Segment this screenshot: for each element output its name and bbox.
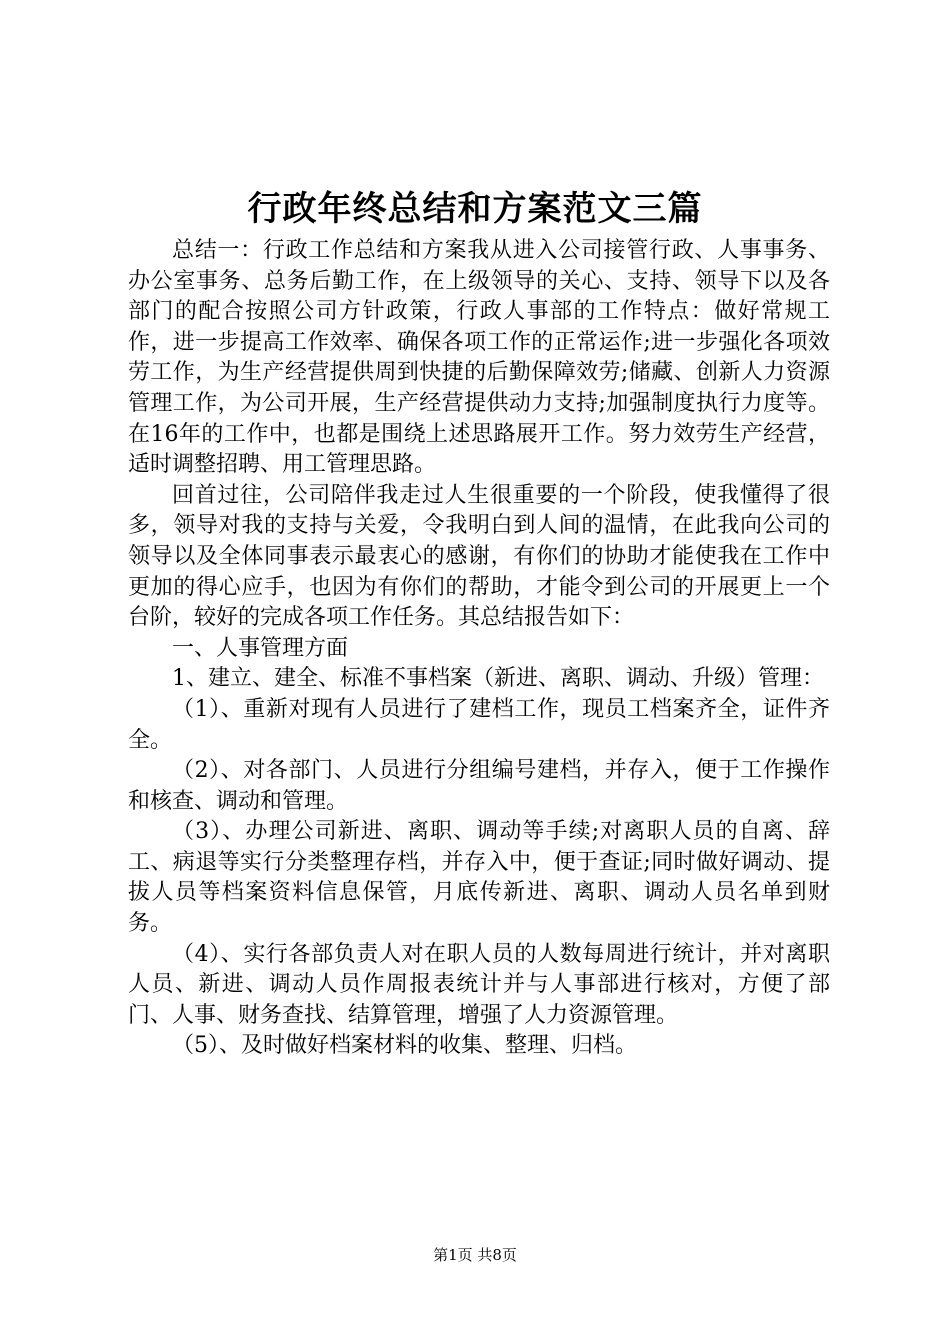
paragraph-subitem-5: （5）、及时做好档案材料的收集、整理、归档。 [172,1033,637,1059]
paragraph-subitem-1: （1）、重新对现有人员进行了建档工作，现员工档案齐全，证件齐全。 [128,696,830,753]
page-number-footer: 第1页 共8页 [433,1246,517,1264]
document-body [128,236,830,1062]
paragraph-review: 回首过往，公司陪伴我走过人生很重要的一个阶段，使我懂得了很多，领导对我的支持与关爱，令我明白到人间的温情，在此我向公司的领导以及全体同事表示最衷心的感谢，有你们的协助才能使我在工作中更加的得心应手，也因为有你们的帮助，才能令到公司的开展更上一个台阶，较好的完成各项工作任务。其总结报告如下： [128,482,830,631]
document-title: 行政年终总结和方案范文三篇 [247,189,703,229]
paragraph-subitem-4: （4）、实行各部负责人对在职人员的人数每周进行统计，并对离职人员、新进、调动人员作周报表统计并与人事部进行核对，方便了部门、人事、财务查找、结算管理，增强了人力资源管理。 [128,941,830,1028]
paragraph-item-1: 1、建立、建全、标准不事档案（新进、离职、调动、升级）管理： [172,666,824,692]
paragraph-subitem-3: （3）、办理公司新进、离职、调动等手续;对离职人员的自离、辞工、病退等实行分类整理存档，并存入中，便于查证;同时做好调动、提拔人员等档案资料信息保管，月底传新进、离职、调动人员名单到财务。 [128,819,830,937]
paragraph-subitem-2: （2）、对各部门、人员进行分组编号建档，并存入，便于工作操作和核查、调动和管理。 [128,758,830,814]
paragraph-summary-intro: 总结一：行政工作总结和方案我从进入公司接管行政、人事事务、办公室事务、总务后勤工作，在上级领导的关心、支持、领导下以及各部门的配合按照公司方针政策，行政人事部的工作特点：做好常规工作，进一步提高工作效率、确保各项工作的正常运作;进一步强化各项效劳工作，为生产经营提供周到快捷的后勤保障效劳;储藏、创新人力资源管理工作，为公司开展，生产经营提供动力支持;加强制度执行力度等。在16年的工作中，也都是围绕上述思路展开工作。努力效劳生产经营，适时调整招聘、用工管理思路。 [128,238,830,478]
section-heading-hr: 一、人事管理方面 [172,635,349,661]
